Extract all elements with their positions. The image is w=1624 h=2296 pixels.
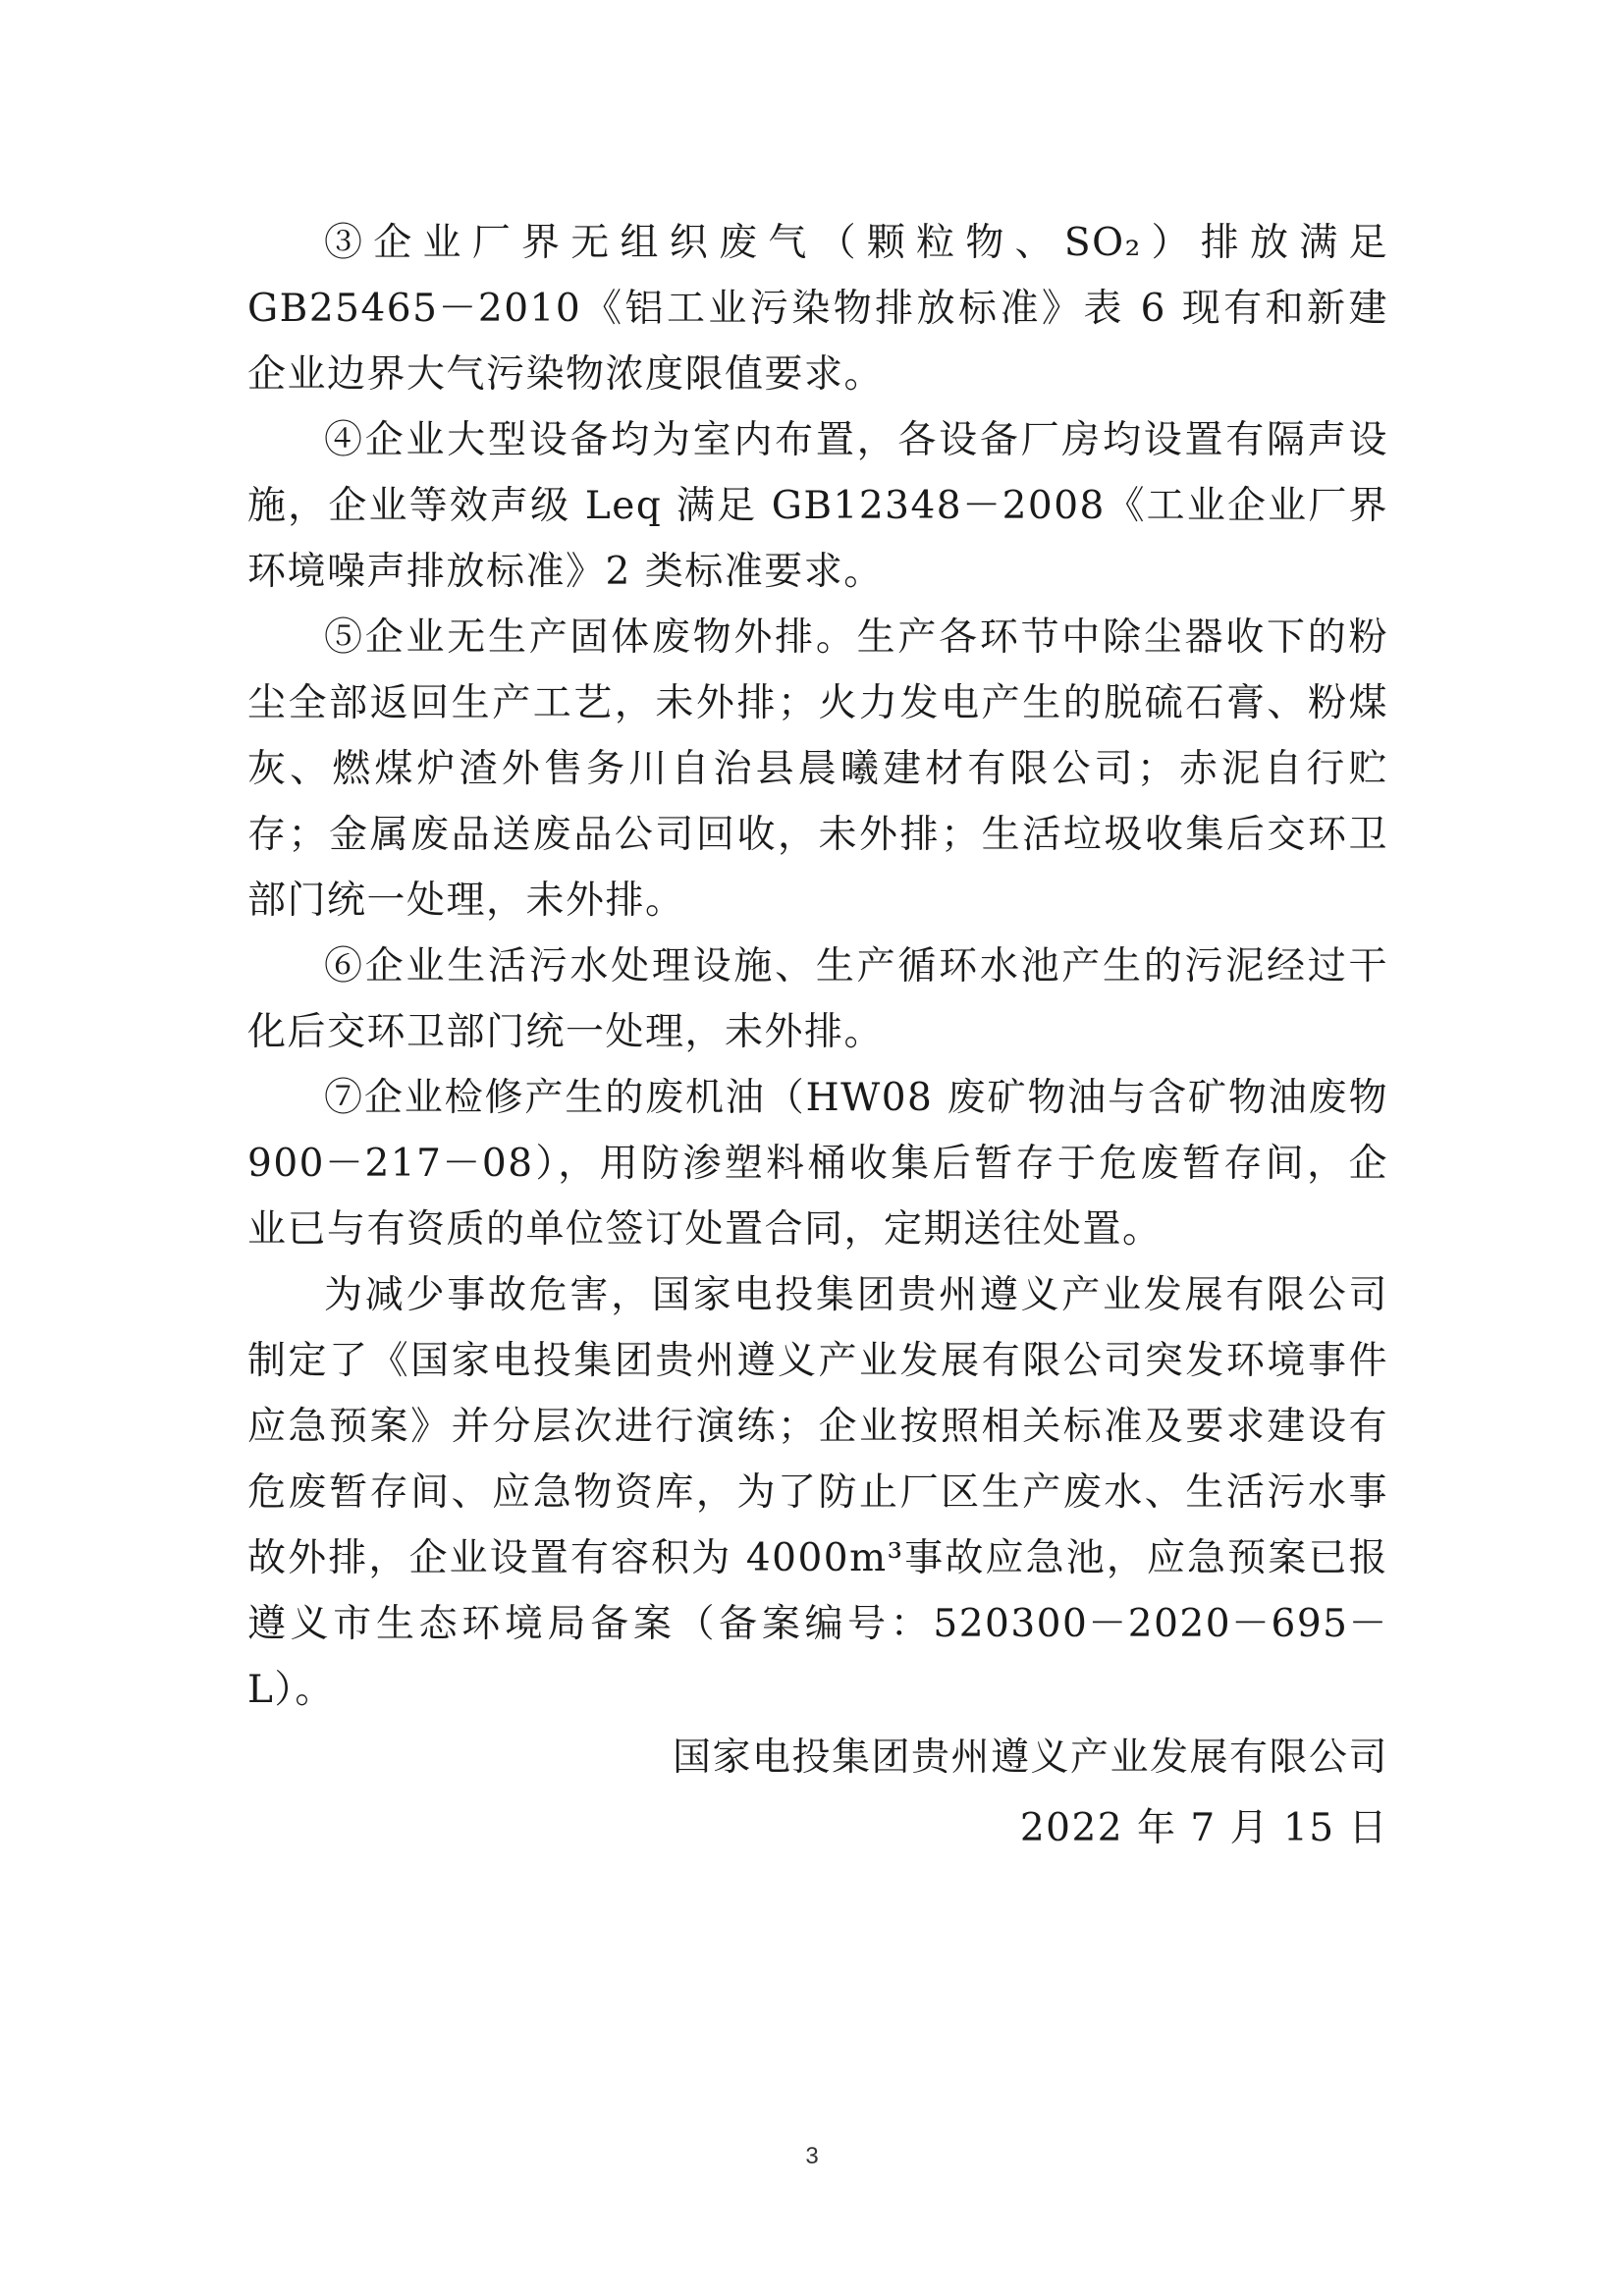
- page-number: 3: [805, 2143, 819, 2169]
- paragraph-air-emissions: ③企业厂界无组织废气（颗粒物、SO₂）排放满足 GB25465－2010《铝工业污染物排放标准》表 6 现有和新建企业边界大气污染物浓度限值要求。: [247, 221, 1388, 397]
- signature-company: 国家电投集团贵州遵义产业发展有限公司: [672, 1735, 1388, 1780]
- signature-date: 2022 年 7 月 15 日: [1019, 1806, 1388, 1850]
- paragraph-noise: ④企业大型设备均为室内布置，各设备厂房均设置有隔声设施，企业等效声级 Leq 满足 GB12348－2008《工业企业厂界环境噪声排放标准》2 类标准要求。: [247, 418, 1388, 594]
- paragraph-waste-oil: ⑦企业检修产生的废机油（HW08 废矿物油与含矿物油废物 900－217－08），用防渗塑料桶收集后暂存于危废暂存间，企业已与有资质的单位签订处置合同，定期送往处置。: [247, 1076, 1388, 1252]
- document-body: [247, 210, 1388, 1723]
- signature-block: [673, 1723, 1388, 1864]
- paragraph-solid-waste: ⑤企业无生产固体废物外排。生产各环节中除尘器收下的粉尘全部返回生产工艺，未外排；火力发电产生的脱硫石膏、粉煤灰、燃煤炉渣外售务川自治县晨曦建材有限公司；赤泥自行贮存；金属废品送废品公司回收，未外排；生活垃圾收集后交环卫部门统一处理，未外排。: [247, 615, 1388, 923]
- paragraph-sludge: ⑥企业生活污水处理设施、生产循环水池产生的污泥经过干化后交环卫部门统一处理，未外排。: [247, 944, 1388, 1054]
- paragraph-emergency-plan: 为减少事故危害，国家电投集团贵州遵义产业发展有限公司制定了《国家电投集团贵州遵义产业发展有限公司突发环境事件应急预案》并分层次进行演练；企业按照相关标准及要求建设有危废暂存间、应急物资库，为了防止厂区生产废水、生活污水事故外排，企业设置有容积为 4000m³事故应急池，应急预案已报遵义市生态环境局备案（备案编号：520300－2020－695－L）。: [247, 1273, 1388, 1712]
